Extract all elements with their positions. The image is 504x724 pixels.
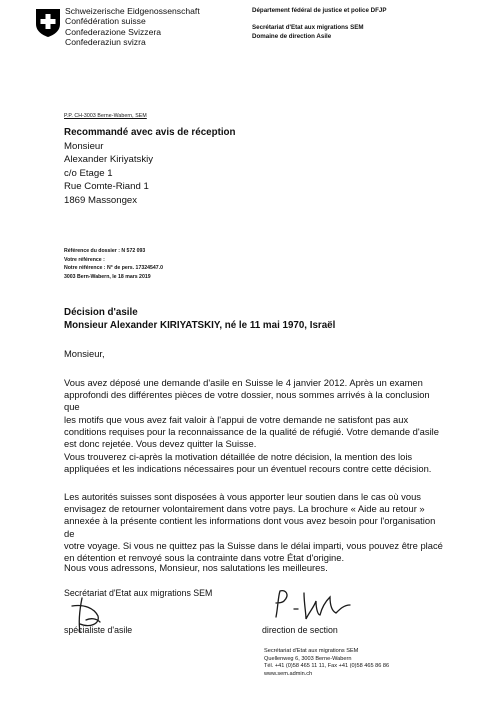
sender-line: P.P. CH-3003 Berne-Wabern, SEM — [64, 113, 147, 119]
department-block — [252, 6, 386, 41]
footer-line: www.sem.admin.ch — [264, 670, 313, 677]
text-line: Vous avez déposé une demande d'asile en Suisse le 4 janvier 2012. Après un examen — [64, 377, 423, 388]
text-line: en détention et renvoyé sous la contrainte dans votre État d'origine. — [64, 552, 345, 564]
paragraph-motivation — [64, 451, 444, 475]
swiss-crest-icon — [35, 8, 61, 38]
paragraph-support — [64, 491, 444, 564]
signature-org: Secrétariat d'Etat aux migrations SEM — [64, 588, 213, 598]
department-name: Département fédéral de justice et police DFJP — [252, 7, 387, 14]
subject-person: Monsieur Alexander KIRIYATSKIY, né le 11 mai 1970, Israël — [64, 319, 336, 331]
dossier-reference: Référence du dossier : N 572 093 — [64, 248, 146, 254]
text-line: Nous vous adressons, Monsieur, nos salutations les meilleures. — [64, 562, 328, 573]
text-line: annexée à la présente contient les informations dont vous avez besoin pour l'organisation de — [64, 515, 436, 539]
conf-line: Schweizerische Eidgenossenschaft — [65, 6, 200, 16]
address-line: Alexander Kiriyatskiy — [64, 154, 154, 166]
subject-title: Décision d'asile — [64, 307, 138, 318]
secretariat-name: Secrétariat d'Etat aux migrations SEM — [252, 24, 364, 31]
your-reference: Votre référence : — [64, 256, 105, 263]
confederation-names — [65, 6, 200, 48]
text-line: envisagez de retourner volontairement dans votre pays. La brochure « Aide au retour » — [64, 503, 425, 515]
our-reference: Notre référence : N° de pers. 17324547.0 — [64, 265, 163, 272]
division-name: Domaine de direction Asile — [252, 33, 332, 40]
footer-address — [264, 648, 389, 678]
conf-line: Confederaziun svizra — [65, 37, 146, 48]
conf-line: Confédération suisse — [65, 16, 146, 27]
text-line: Les autorités suisses sont disposées à vous apporter leur soutien dans le cas où vous — [64, 491, 421, 502]
date-place: 3003 Bern-Wabern, le 18 mars 2019 — [64, 273, 151, 280]
recipient-address — [64, 126, 236, 208]
address-line: c/o Etage 1 — [64, 167, 113, 179]
address-line: 1869 Massongex — [64, 194, 138, 206]
text-line: votre voyage. Si vous ne quittez pas la Suisse dans le délai imparti, vous pouvez être placé — [64, 539, 443, 551]
footer-line: Tél. +41 (0)58 465 11 11, Fax +41 (0)58 465 86 86 — [264, 663, 390, 670]
registered-mail-note: Recommandé avec avis de réception — [64, 127, 236, 138]
text-line: les motifs que vous avez fait valoir à l'appui de votre demande ne satisfont pas aux — [64, 413, 409, 425]
text-line: approfondi des différentes pièces de votre dossier, nous sommes arrivés à la conclusion que — [64, 389, 430, 413]
role-left: spécialiste d'asile — [64, 625, 133, 635]
text-line: est donc rejetée. Vous devez quitter la Suisse. — [64, 438, 257, 450]
address-line: Rue Comte-Riand 1 — [64, 181, 149, 193]
greeting: Monsieur, — [64, 348, 105, 359]
text-line: conditions requises pour la reconnaissance de la qualité de réfugié. Votre demande d'asile — [64, 425, 439, 437]
conf-line: Confederazione Svizzera — [65, 26, 162, 37]
text-line: Vous trouverez ci-après la motivation détaillée de notre décision, la mention des lois — [64, 451, 413, 462]
footer-line: Quellenweg 6, 3003 Berne-Wabern — [264, 655, 352, 662]
references-block — [64, 247, 163, 281]
paragraph-decision — [64, 377, 444, 450]
address-line: Monsieur — [64, 140, 104, 152]
paragraph-closing — [64, 562, 444, 574]
signature-right-icon — [270, 587, 362, 627]
subject-block — [64, 307, 335, 332]
role-right: direction de section — [262, 625, 338, 635]
text-line: appliquées et les indications nécessaires pour un éventuel recours contre cette décision. — [64, 463, 432, 475]
footer-line: Secrétariat d'Etat aux migrations SEM — [264, 648, 359, 654]
